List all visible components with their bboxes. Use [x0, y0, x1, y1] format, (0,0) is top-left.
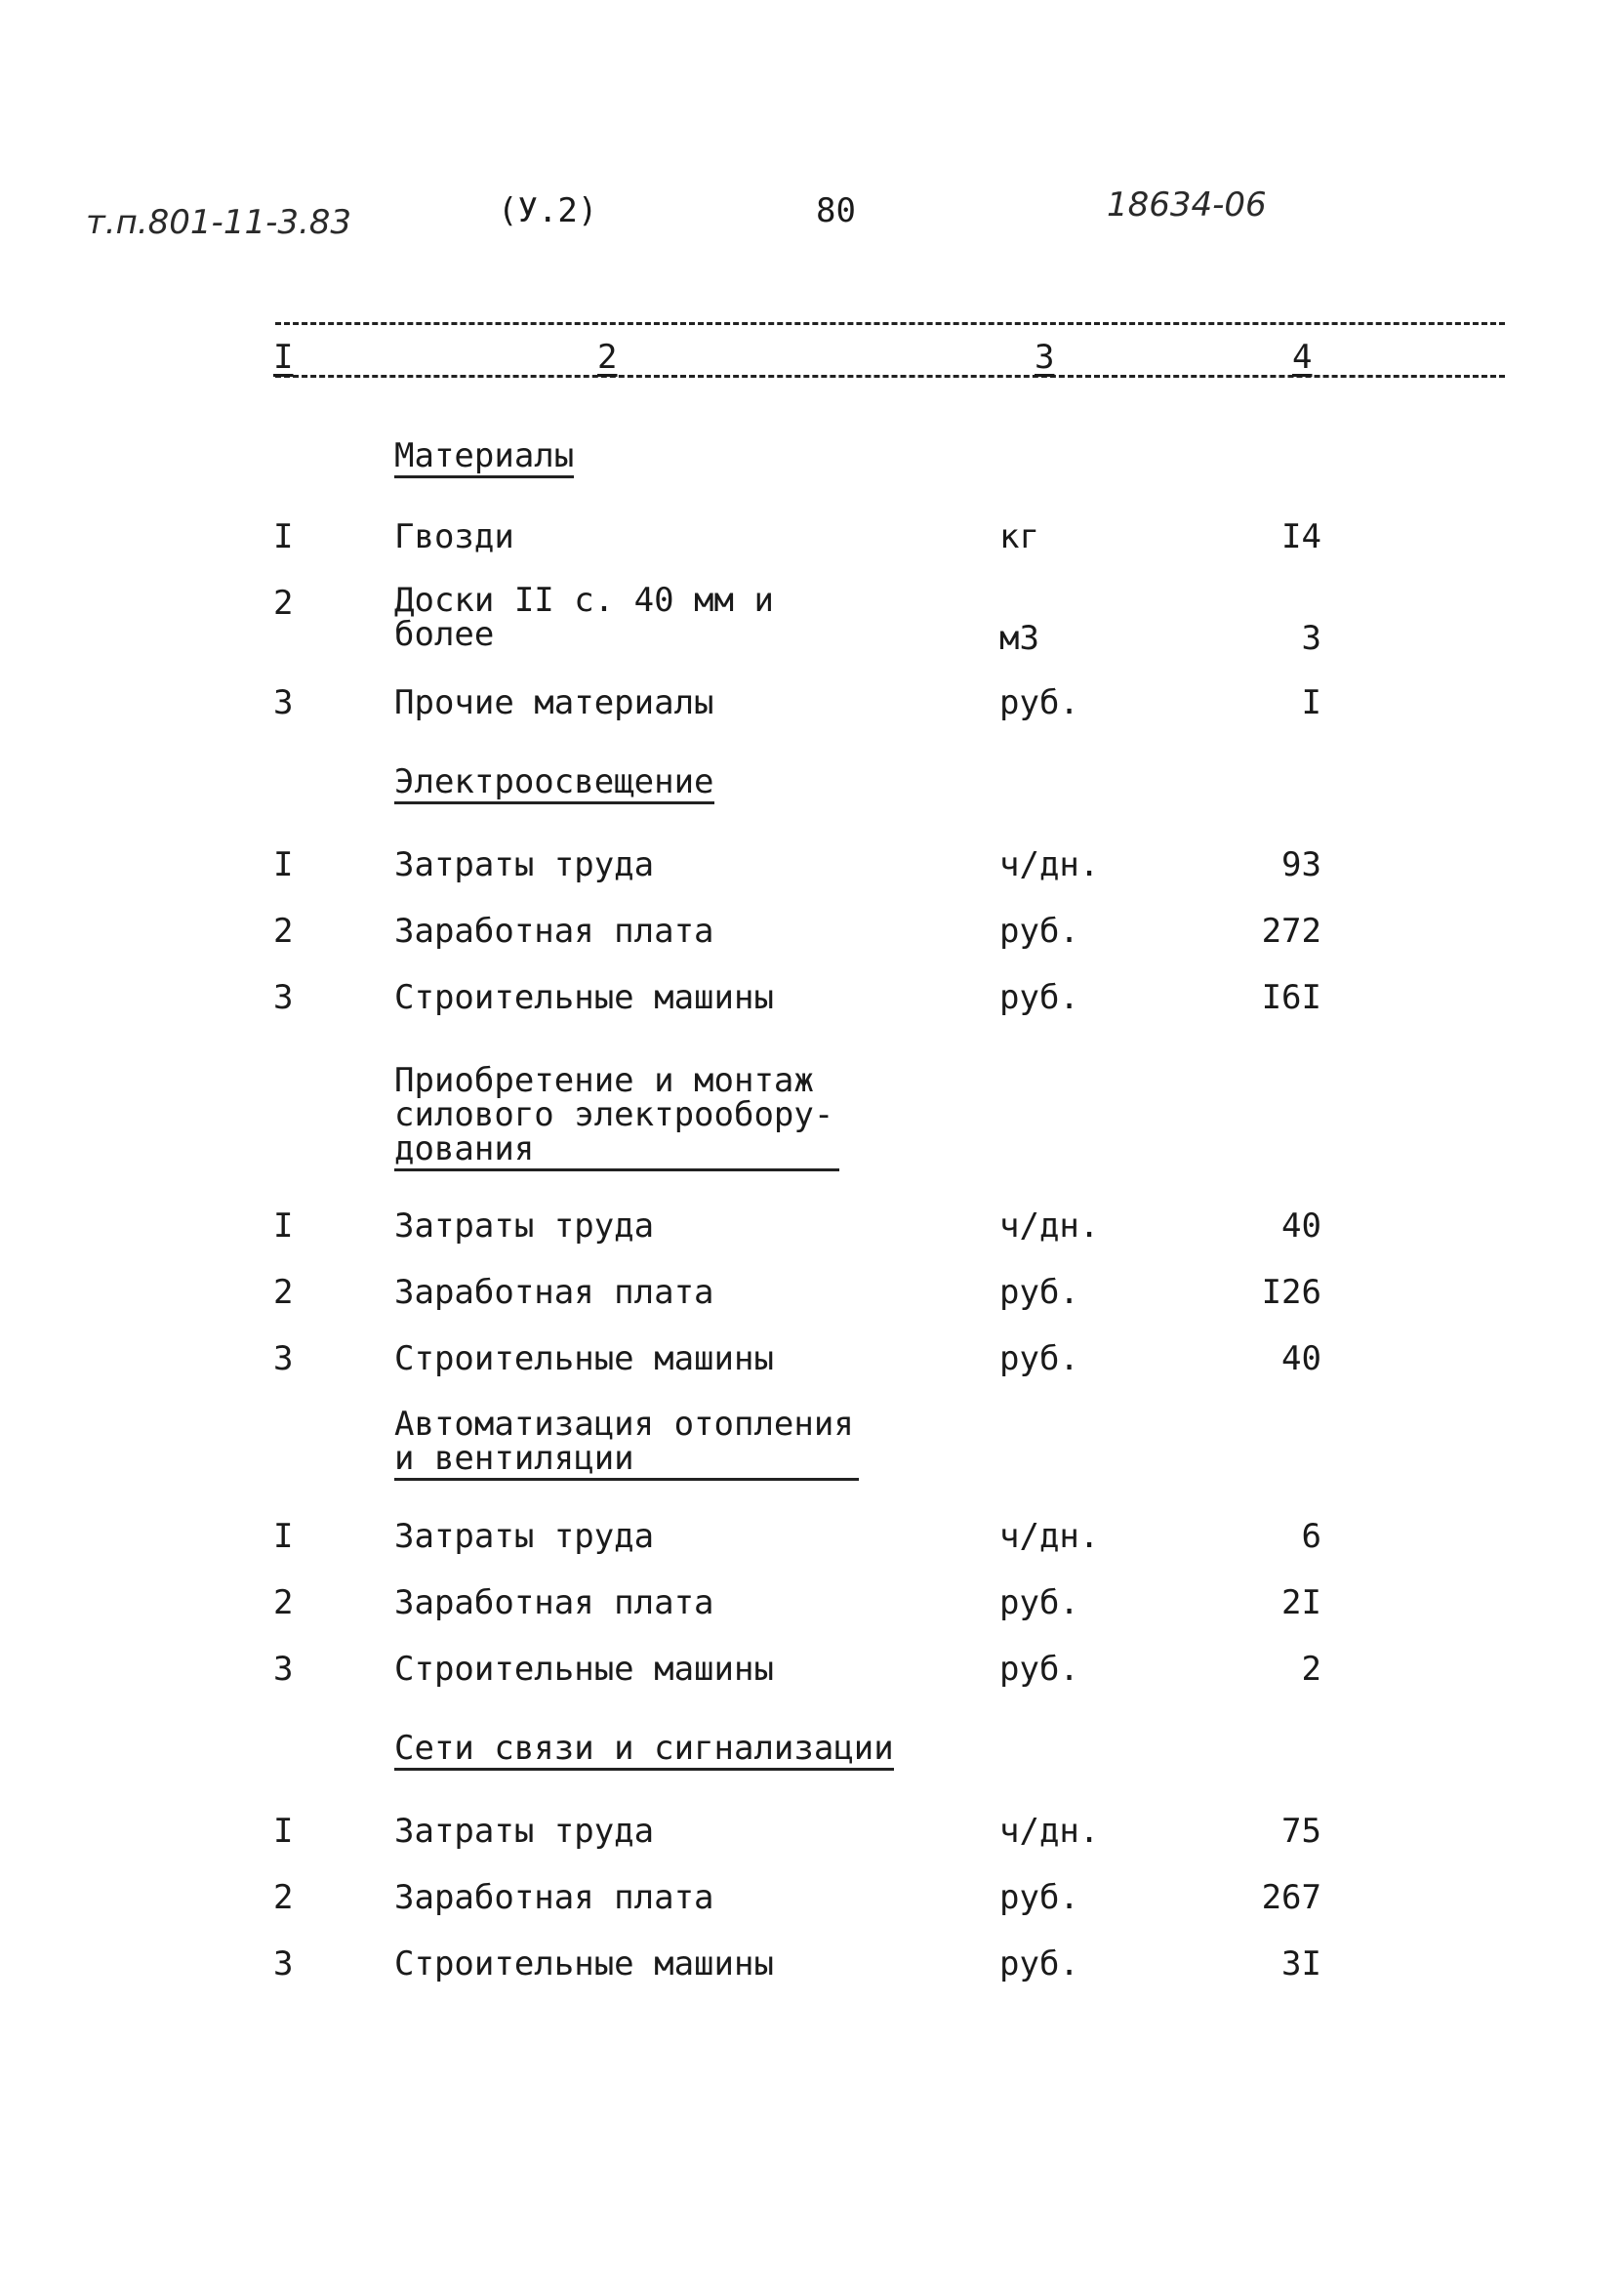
- column-number-4: 4: [1292, 338, 1313, 377]
- section-title-power-equipment: Приобретение и монтаж силового электрообору- дования: [394, 1064, 839, 1171]
- section-title-materials: Материалы: [394, 439, 574, 478]
- table-row: 2 Заработная плата руб. 2I: [273, 1583, 1321, 1622]
- table-row: I Гвозди кг I4: [273, 517, 1321, 556]
- column-number-2: 2: [597, 338, 618, 377]
- section-title-communication-networks: Сети связи и сигнализации: [394, 1732, 894, 1771]
- table-row: 2 Заработная плата руб. 267: [273, 1878, 1321, 1917]
- table-row: 2 Заработная плата руб. 272: [273, 912, 1321, 951]
- table-row: 2 Заработная плата руб. I26: [273, 1273, 1321, 1312]
- column-header-top-rule: [275, 322, 1505, 325]
- page-number: 80: [816, 191, 856, 230]
- archive-number-handwritten: 18634-06: [1107, 185, 1267, 225]
- table-row: 2 Доски II с. 40 мм и более м3 3: [273, 581, 1321, 658]
- volume-part-label: (У.2): [498, 191, 598, 230]
- table-row: 3 Прочие материалы руб. I: [273, 683, 1321, 722]
- column-number-3: 3: [1035, 338, 1055, 377]
- table-row: I Затраты труда ч/дн. 40: [273, 1206, 1321, 1246]
- table-row: 3 Строительные машины руб. I6I: [273, 978, 1321, 1017]
- document-code-handwritten: т.п.801-11-3.83: [86, 203, 352, 242]
- table-row: I Затраты труда ч/дн. 75: [273, 1812, 1321, 1851]
- table-row: 3 Строительные машины руб. 3I: [273, 1944, 1321, 1983]
- section-title-heating-automation: Автоматизация отопления и вентиляции: [394, 1408, 859, 1481]
- table-row: I Затраты труда ч/дн. 6: [273, 1517, 1321, 1556]
- table-row: I Затраты труда ч/дн. 93: [273, 845, 1321, 884]
- table-row: 3 Строительные машины руб. 2: [273, 1650, 1321, 1689]
- column-header-bottom-rule: [275, 375, 1505, 378]
- table-row: 3 Строительные машины руб. 40: [273, 1339, 1321, 1378]
- section-title-electric-lighting: Электроосвещение: [394, 765, 714, 804]
- column-number-1: I: [273, 338, 294, 377]
